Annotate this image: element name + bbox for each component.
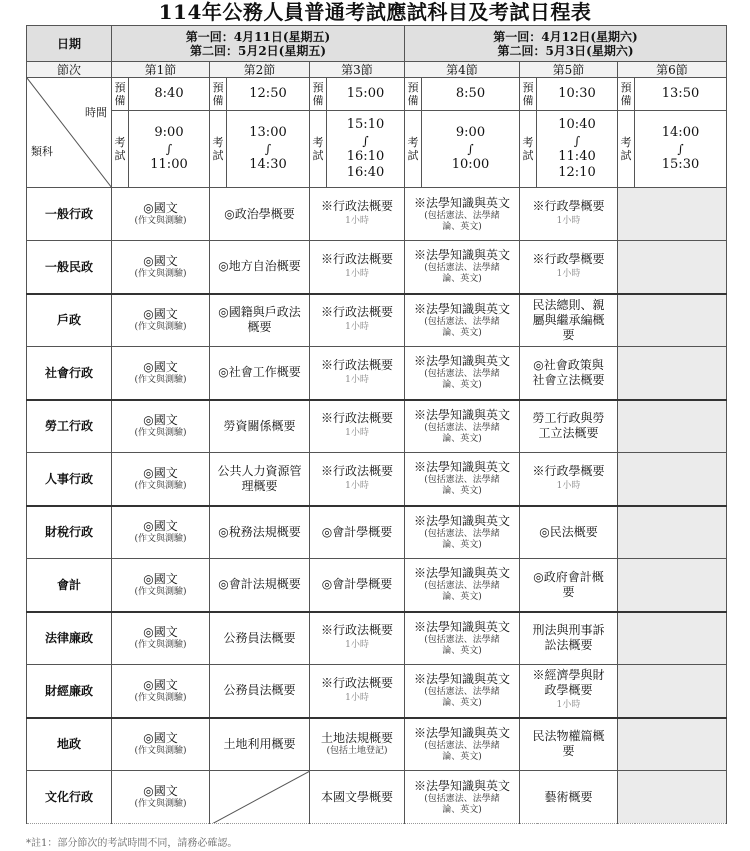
subject-note: (作文與測驗) — [134, 428, 187, 439]
subject-session-3 — [310, 294, 405, 347]
subject-note: 論、英文) — [442, 221, 482, 232]
subject-session-2 — [210, 506, 310, 559]
subject-session-4 — [405, 612, 520, 665]
subject-note: 1小時 — [345, 216, 369, 226]
subject-main: ※行政學概要 — [532, 199, 605, 213]
prep-label: 預備 — [520, 78, 537, 111]
category-name: 文化行政 — [27, 771, 112, 824]
subject-note: 論、英文) — [442, 645, 482, 656]
subject-note: 論、英文) — [442, 486, 482, 497]
subject-main: ◎國文 — [143, 571, 178, 586]
subject-session-1 — [112, 400, 210, 453]
subject-session-2 — [210, 612, 310, 665]
subject-main: ※行政法概要 — [320, 357, 393, 372]
subject-session-6-empty — [618, 506, 727, 559]
subject-session-5 — [520, 559, 618, 612]
subject-main: ◎國文 — [143, 677, 178, 692]
subject-session-6-empty — [618, 400, 727, 453]
date-header: 日期 — [27, 26, 112, 62]
subject-note: 論、英文) — [442, 592, 482, 603]
day2-header — [405, 26, 727, 62]
subject-note: 1小時 — [345, 480, 369, 491]
subject-note: 1小時 — [556, 216, 581, 226]
subject-main: 公共人力資源管理概要 — [217, 463, 302, 493]
subject-session-1 — [112, 559, 210, 612]
subject-session-3 — [310, 506, 405, 559]
day2-line1: 第一回：4月12日(星期六) — [493, 29, 638, 44]
range-symbol: ∫ — [264, 142, 272, 156]
subject-session-3 — [310, 612, 405, 665]
prep-time-1: 8:40 — [129, 78, 210, 111]
subject-session-6-empty — [618, 718, 727, 771]
exam-time-5 — [537, 111, 618, 188]
category-label: 類科 — [31, 145, 53, 158]
subject-main: ※行政法概要 — [320, 199, 393, 213]
subject-session-6-empty — [618, 453, 727, 506]
exam-end-alt: 16:40 — [346, 165, 385, 180]
subject-note: (作文與測驗) — [134, 322, 187, 333]
subject-session-5 — [520, 347, 618, 400]
exam-end: 11:00 — [150, 157, 188, 172]
subject-session-3 — [310, 241, 405, 294]
subject-session-3 — [310, 771, 405, 824]
subject-note: 1小時 — [556, 480, 581, 491]
subject-session-6-empty — [618, 612, 727, 665]
subject-session-4 — [405, 665, 520, 718]
subject-main: ◎國文 — [143, 307, 178, 322]
subject-note: 1小時 — [345, 322, 369, 333]
subject-session-5 — [520, 400, 618, 453]
subject-main: ※法學知識與英文 — [413, 195, 510, 210]
exam-end: 15:30 — [661, 157, 700, 172]
exam-time-6 — [635, 111, 727, 188]
category-name: 一般行政 — [27, 188, 112, 241]
subject-note: (包括憲法、法學緒 — [424, 422, 500, 433]
subject-main: ◎會計學概要 — [321, 577, 393, 592]
subject-main: ※法學知識與英文 — [413, 566, 510, 581]
subject-note: (包括憲法、法學緒 — [424, 263, 500, 274]
subject-main: 公務員法概要 — [223, 683, 296, 698]
subject-main: ※法學知識與英文 — [413, 725, 510, 740]
table-row — [27, 400, 727, 453]
subject-note: (作文與測驗) — [134, 640, 187, 651]
exam-start: 10:40 — [558, 117, 596, 132]
subject-session-3 — [310, 400, 405, 453]
day1-header — [112, 26, 405, 62]
subject-note: 論、英文) — [442, 751, 482, 762]
empty-slash — [210, 771, 310, 824]
subject-main: ※經濟學與財政學概要 — [532, 668, 605, 698]
prep-time-5: 10:30 — [537, 78, 618, 111]
subject-note: (作文與測驗) — [134, 534, 187, 545]
exam-start: 13:00 — [249, 125, 287, 140]
subject-note: 1小時 — [345, 640, 369, 651]
table-row — [27, 771, 727, 824]
subject-main: ◎地方自治概要 — [218, 259, 301, 274]
subject-main: 藝術概要 — [544, 789, 593, 804]
exam-end: 14:30 — [249, 157, 287, 172]
day1-line1: 第一回：4月11日(星期五) — [185, 29, 331, 44]
subject-note: (包括憲法、法學緒 — [424, 687, 500, 698]
table-row — [27, 453, 727, 506]
subject-main: 土地利用概要 — [223, 736, 296, 751]
diagonal-divider — [27, 78, 112, 188]
subject-note: (包括憲法、法學緒 — [424, 740, 500, 751]
subject-main: ◎民法概要 — [539, 524, 598, 539]
subject-note: 1小時 — [556, 268, 581, 279]
table-row — [27, 612, 727, 665]
subject-session-6-empty — [618, 665, 727, 718]
table-row — [27, 559, 727, 612]
subject-session-2 — [210, 347, 310, 400]
subject-main: 民法總則、親屬與繼承編概要 — [532, 297, 605, 342]
subject-note: 論、英文) — [442, 380, 482, 391]
table-row — [27, 665, 727, 718]
subject-main: 土地法規概要 — [320, 731, 393, 746]
subject-main: ◎國文 — [143, 625, 178, 640]
exam-end: 16:10 — [346, 149, 385, 164]
subject-main: ※行政法概要 — [320, 623, 393, 638]
subject-session-1 — [112, 241, 210, 294]
prep-label: 預備 — [112, 78, 129, 111]
prep-label: 預備 — [310, 78, 327, 111]
footnote: *註1：部分節次的考試時間不同，請務必確認。 — [26, 838, 238, 849]
subject-session-2 — [210, 400, 310, 453]
day1-line2: 第二回：5月2日(星期五) — [189, 43, 327, 58]
subject-main: 公務員法概要 — [223, 630, 296, 645]
prep-time-4: 8:50 — [422, 78, 520, 111]
subject-session-2 — [210, 771, 310, 824]
session-3: 第3節 — [310, 62, 405, 78]
subject-main: ※行政法概要 — [320, 411, 393, 426]
subject-main: 民法物權篇概要 — [532, 729, 605, 759]
subject-note: (作文與測驗) — [134, 374, 187, 385]
subject-note: 1小時 — [556, 700, 581, 711]
table-row — [27, 506, 727, 559]
exam-time-1 — [129, 111, 210, 188]
table-row — [27, 188, 727, 241]
exam-start: 14:00 — [661, 125, 700, 140]
exam-end-alt: 12:10 — [558, 165, 596, 180]
subject-session-5 — [520, 241, 618, 294]
exam-label: 考試 — [210, 111, 227, 188]
session-label: 節次 — [27, 62, 112, 78]
subject-main: ※行政法概要 — [320, 463, 393, 478]
subject-session-4 — [405, 188, 520, 241]
subject-note: 論、英文) — [442, 698, 482, 709]
range-symbol: ∫ — [677, 142, 684, 156]
subject-main: ◎國文 — [143, 413, 178, 428]
time-category-header — [27, 78, 112, 188]
subject-session-6-empty — [618, 347, 727, 400]
subject-session-4 — [405, 559, 520, 612]
subject-session-1 — [112, 294, 210, 347]
category-name: 法律廉政 — [27, 612, 112, 665]
range-symbol: ∫ — [573, 134, 581, 148]
subject-note: 1小時 — [345, 374, 369, 385]
subject-session-2 — [210, 294, 310, 347]
subject-session-4 — [405, 771, 520, 824]
subject-main: 勞工行政與勞工立法概要 — [532, 411, 605, 441]
subject-main: ◎國文 — [143, 519, 178, 534]
subject-note: 1小時 — [345, 268, 369, 279]
subject-note: (包括憲法、法學緒 — [424, 475, 500, 486]
subject-session-2 — [210, 241, 310, 294]
exam-schedule-table — [26, 25, 727, 824]
subject-main: ※法學知識與英文 — [413, 354, 510, 369]
exam-end: 10:00 — [451, 157, 490, 172]
day2-line2: 第二回：5月3日(星期六) — [497, 43, 634, 58]
subject-main: ※法學知識與英文 — [413, 513, 510, 528]
subject-note: (作文與測驗) — [134, 480, 187, 491]
subject-session-4 — [405, 453, 520, 506]
subject-session-3 — [310, 559, 405, 612]
prep-label: 預備 — [618, 78, 635, 111]
exam-time-3 — [327, 111, 405, 188]
table-row — [27, 347, 727, 400]
subject-main: ※行政法概要 — [320, 675, 393, 690]
table-row — [27, 718, 727, 771]
subject-main: ※法學知識與英文 — [413, 460, 510, 475]
category-name: 會計 — [27, 559, 112, 612]
subject-main: ◎會計法規概要 — [218, 577, 301, 592]
subject-session-5 — [520, 771, 618, 824]
subject-main: ※行政學概要 — [532, 251, 605, 266]
subject-session-1 — [112, 453, 210, 506]
subject-note: 論、英文) — [442, 274, 482, 285]
subject-note: (包括憲法、法學緒 — [424, 634, 500, 645]
subject-main: ◎稅務法規概要 — [218, 524, 301, 539]
category-name: 勞工行政 — [27, 400, 112, 453]
subject-session-3 — [310, 188, 405, 241]
subject-note: 論、英文) — [442, 327, 482, 338]
range-symbol: ∫ — [165, 142, 173, 156]
subject-main: ※法學知識與英文 — [413, 672, 510, 687]
subject-main: ◎社會政策與社會立法概要 — [532, 357, 605, 387]
subject-session-5 — [520, 188, 618, 241]
table-row — [27, 294, 727, 347]
subject-note: 論、英文) — [442, 433, 482, 444]
subject-session-3 — [310, 718, 405, 771]
session-6: 第6節 — [618, 62, 727, 78]
subject-session-3 — [310, 453, 405, 506]
subject-note: (作文與測驗) — [134, 692, 187, 703]
subject-main: ◎國文 — [143, 253, 178, 268]
exam-time-2 — [227, 111, 310, 188]
prep-time-2: 12:50 — [227, 78, 310, 111]
subject-session-1 — [112, 188, 210, 241]
subject-note: (包括憲法、法學緒 — [424, 210, 500, 221]
subject-note: (作文與測驗) — [134, 746, 187, 757]
table-row — [27, 241, 727, 294]
subject-main: 勞資關係概要 — [223, 418, 296, 433]
session-2: 第2節 — [210, 62, 310, 78]
subject-session-1 — [112, 347, 210, 400]
range-symbol: ∫ — [467, 142, 474, 156]
subject-session-2 — [210, 559, 310, 612]
category-name: 社會行政 — [27, 347, 112, 400]
subject-session-4 — [405, 400, 520, 453]
subject-note: (包括憲法、法學緒 — [424, 316, 500, 327]
prep-label: 預備 — [210, 78, 227, 111]
subject-main: ※法學知識與英文 — [413, 407, 510, 422]
subject-main: ※行政學概要 — [532, 463, 605, 478]
subject-main: ※行政法概要 — [320, 251, 393, 266]
subject-session-1 — [112, 665, 210, 718]
session-4: 第4節 — [405, 62, 520, 78]
subject-main: ◎國籍與戶政法概要 — [218, 305, 301, 335]
subject-session-2 — [210, 188, 310, 241]
category-name: 財稅行政 — [27, 506, 112, 559]
subject-session-2 — [210, 453, 310, 506]
subject-session-6-empty — [618, 294, 727, 347]
exam-label: 考試 — [405, 111, 422, 188]
subject-main: ◎國文 — [143, 201, 178, 215]
subject-session-2 — [210, 665, 310, 718]
category-name: 地政 — [27, 718, 112, 771]
subject-session-4 — [405, 241, 520, 294]
subject-session-4 — [405, 294, 520, 347]
subject-main: ◎社會工作概要 — [218, 365, 301, 380]
subject-session-6-empty — [618, 559, 727, 612]
session-5: 第5節 — [520, 62, 618, 78]
subject-session-4 — [405, 506, 520, 559]
prep-time-3: 15:00 — [327, 78, 405, 111]
exam-time-4 — [422, 111, 520, 188]
exam-start: 15:10 — [346, 117, 385, 132]
subject-main: ◎政府會計概要 — [533, 569, 604, 599]
exam-label: 考試 — [310, 111, 327, 188]
subject-note: (包括憲法、法學緒 — [424, 369, 500, 380]
subject-session-4 — [405, 347, 520, 400]
range-symbol: ∫ — [362, 134, 369, 148]
subject-main: ◎國文 — [143, 359, 178, 374]
category-name: 財經廉政 — [27, 665, 112, 718]
exam-label: 考試 — [618, 111, 635, 188]
subject-note: (包括憲法、法學緒 — [424, 793, 500, 804]
page-title: 114年公務人員普通考試應試科目及考試日程表 — [158, 0, 592, 24]
subject-session-3 — [310, 665, 405, 718]
exam-label: 考試 — [520, 111, 537, 188]
subject-session-5 — [520, 718, 618, 771]
subject-note: 1小時 — [345, 428, 369, 439]
category-name: 戶政 — [27, 294, 112, 347]
subject-session-1 — [112, 771, 210, 824]
exam-start: 9:00 — [154, 125, 184, 140]
subject-session-5 — [520, 294, 618, 347]
session-1: 第1節 — [112, 62, 210, 78]
prep-time-6: 13:50 — [635, 78, 727, 111]
subject-main: ※法學知識與英文 — [413, 619, 510, 634]
category-name: 人事行政 — [27, 453, 112, 506]
exam-end: 11:40 — [558, 149, 596, 164]
subject-main: 刑法與刑事訴訟法概要 — [532, 623, 605, 653]
subject-note: (作文與測驗) — [134, 216, 187, 226]
subject-session-2 — [210, 718, 310, 771]
subject-note: 論、英文) — [442, 804, 482, 815]
subject-session-5 — [520, 665, 618, 718]
subject-session-6-empty — [618, 241, 727, 294]
subject-main: 本國文學概要 — [320, 789, 393, 804]
subject-session-3 — [310, 347, 405, 400]
subject-session-5 — [520, 506, 618, 559]
subject-main: ◎國文 — [143, 731, 178, 746]
time-label: 時間 — [85, 106, 107, 119]
subject-main: ◎政治學概要 — [224, 206, 295, 221]
subject-note: (作文與測驗) — [134, 586, 187, 597]
subject-note: (包括憲法、法學緒 — [424, 528, 500, 539]
subject-session-4 — [405, 718, 520, 771]
subject-note: 1小時 — [345, 692, 369, 703]
subject-note: (作文與測驗) — [134, 799, 187, 809]
subject-main: ※法學知識與英文 — [413, 248, 510, 263]
subject-main: ◎國文 — [143, 784, 178, 798]
subject-main: ※法學知識與英文 — [413, 778, 510, 793]
subject-session-1 — [112, 612, 210, 665]
category-name: 一般民政 — [27, 241, 112, 294]
subject-session-1 — [112, 718, 210, 771]
exam-start: 9:00 — [455, 125, 486, 140]
subject-note: (包括土地登記) — [326, 746, 388, 757]
subject-session-1 — [112, 506, 210, 559]
exam-label: 考試 — [112, 111, 129, 188]
subject-main: ◎國文 — [143, 465, 178, 480]
subject-note: (包括憲法、法學緒 — [424, 581, 500, 592]
subject-main: ※行政法概要 — [320, 305, 393, 320]
subject-main: ◎會計學概要 — [321, 524, 393, 539]
subject-session-5 — [520, 612, 618, 665]
subject-main: ※法學知識與英文 — [413, 301, 510, 316]
subject-note: (作文與測驗) — [134, 268, 187, 279]
subject-note: 論、英文) — [442, 539, 482, 550]
subject-session-5 — [520, 453, 618, 506]
prep-label: 預備 — [405, 78, 422, 111]
subject-session-6-empty — [618, 188, 727, 241]
subject-session-6-empty — [618, 771, 727, 824]
